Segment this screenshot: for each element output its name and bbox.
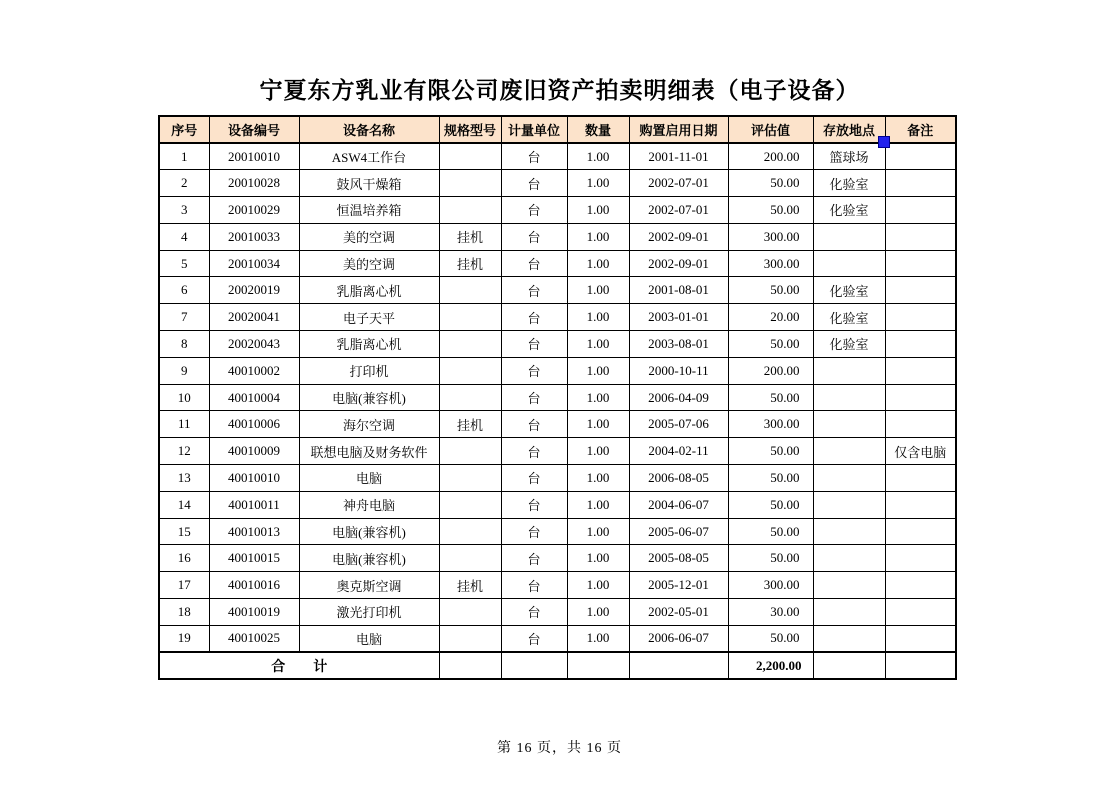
table-cell: 奥克斯空调 — [299, 572, 439, 599]
page-title: 宁夏东方乳业有限公司废旧资产拍卖明细表（电子设备） — [259, 78, 860, 103]
table-cell: 台 — [501, 491, 567, 518]
table-cell: 1.00 — [567, 170, 629, 197]
table-cell: 化验室 — [813, 197, 885, 224]
table-cell — [813, 545, 885, 572]
table-cell: 2001-08-01 — [629, 277, 728, 304]
table-cell: 1.00 — [567, 250, 629, 277]
table-cell — [439, 170, 501, 197]
table-cell: 40010009 — [209, 438, 299, 465]
table-cell: 15 — [159, 518, 209, 545]
table-cell: 1.00 — [567, 438, 629, 465]
table-cell: 16 — [159, 545, 209, 572]
table-cell: 台 — [501, 384, 567, 411]
table-cell — [885, 250, 956, 277]
table-row — [159, 331, 956, 358]
table-cell: 20010028 — [209, 170, 299, 197]
table-cell: 40010025 — [209, 625, 299, 652]
table-cell: 2006-06-07 — [629, 625, 728, 652]
table-row — [159, 223, 956, 250]
table-body — [159, 143, 956, 652]
table-cell: 挂机 — [439, 572, 501, 599]
table-cell: 300.00 — [728, 223, 813, 250]
table-cell — [439, 545, 501, 572]
table-cell: 12 — [159, 438, 209, 465]
table-row — [159, 250, 956, 277]
table-cell — [885, 545, 956, 572]
table-cell: 化验室 — [813, 277, 885, 304]
table-cell: 台 — [501, 331, 567, 358]
table-cell — [885, 170, 956, 197]
table-cell: 神舟电脑 — [299, 491, 439, 518]
table-cell: 50.00 — [728, 277, 813, 304]
table-row — [159, 357, 956, 384]
table-cell — [885, 223, 956, 250]
table-cell: 2002-07-01 — [629, 170, 728, 197]
table-cell: 化验室 — [813, 304, 885, 331]
table-cell: 1.00 — [567, 518, 629, 545]
table-cell: 50.00 — [728, 384, 813, 411]
table-cell: 1.00 — [567, 331, 629, 358]
table-cell: 台 — [501, 223, 567, 250]
table-cell — [439, 599, 501, 626]
table-cell — [885, 465, 956, 492]
total-empty-cell — [567, 652, 629, 679]
table-cell: 挂机 — [439, 411, 501, 438]
table-row — [159, 518, 956, 545]
column-header-3: 设备名称 — [299, 116, 439, 143]
table-cell: 40010006 — [209, 411, 299, 438]
table-cell: 化验室 — [813, 331, 885, 358]
column-header-6: 数量 — [567, 116, 629, 143]
table-cell: 2004-06-07 — [629, 491, 728, 518]
table-cell: 19 — [159, 625, 209, 652]
table-cell: 20010033 — [209, 223, 299, 250]
table-cell: 20020041 — [209, 304, 299, 331]
table-row — [159, 197, 956, 224]
table-cell: 台 — [501, 599, 567, 626]
table-row — [159, 465, 956, 492]
table-cell: 电脑 — [299, 465, 439, 492]
table-cell — [439, 465, 501, 492]
table-cell: 台 — [501, 411, 567, 438]
table-cell: 海尔空调 — [299, 411, 439, 438]
table-cell: 1.00 — [567, 304, 629, 331]
table-cell: 10 — [159, 384, 209, 411]
table-cell: 台 — [501, 250, 567, 277]
table-cell: 电脑(兼容机) — [299, 384, 439, 411]
table-cell: 13 — [159, 465, 209, 492]
table-cell: 台 — [501, 572, 567, 599]
total-empty-cell — [501, 652, 567, 679]
table-cell: 50.00 — [728, 465, 813, 492]
table-cell: 1.00 — [567, 599, 629, 626]
table-cell: 40010019 — [209, 599, 299, 626]
table-row — [159, 572, 956, 599]
table-cell: 1.00 — [567, 277, 629, 304]
table-cell: 2003-08-01 — [629, 331, 728, 358]
table-cell: 7 — [159, 304, 209, 331]
table-cell: 台 — [501, 465, 567, 492]
table-cell: 1 — [159, 143, 209, 170]
table-cell: 20020043 — [209, 331, 299, 358]
table-footer — [159, 652, 956, 679]
total-empty-cell — [439, 652, 501, 679]
table-row — [159, 545, 956, 572]
table-cell: 2003-01-01 — [629, 304, 728, 331]
table-row — [159, 491, 956, 518]
table-cell: 台 — [501, 304, 567, 331]
table-cell — [885, 625, 956, 652]
table-cell: 2005-07-06 — [629, 411, 728, 438]
table-cell: 台 — [501, 545, 567, 572]
table-cell: 2002-09-01 — [629, 250, 728, 277]
page-number-footer: 第 16 页，共 16 页 — [497, 741, 622, 756]
table-cell: 激光打印机 — [299, 599, 439, 626]
column-header-7: 购置启用日期 — [629, 116, 728, 143]
table-cell: 2006-08-05 — [629, 465, 728, 492]
column-header-8: 评估值 — [728, 116, 813, 143]
table-cell: 2005-06-07 — [629, 518, 728, 545]
table-cell — [439, 438, 501, 465]
table-cell — [439, 625, 501, 652]
table-cell: 1.00 — [567, 411, 629, 438]
table-cell — [813, 411, 885, 438]
table-cell — [885, 599, 956, 626]
table-cell: 电脑(兼容机) — [299, 518, 439, 545]
table-cell: 鼓风干燥箱 — [299, 170, 439, 197]
total-row — [159, 652, 956, 679]
table-cell: 50.00 — [728, 170, 813, 197]
table-cell — [813, 491, 885, 518]
total-value: 2,200.00 — [728, 652, 813, 679]
table-cell: 恒温培养箱 — [299, 197, 439, 224]
table-cell — [439, 304, 501, 331]
table-cell: 台 — [501, 357, 567, 384]
table-cell — [813, 465, 885, 492]
table-cell: 电脑(兼容机) — [299, 545, 439, 572]
table-cell: 50.00 — [728, 197, 813, 224]
table-cell — [439, 491, 501, 518]
table-cell — [885, 304, 956, 331]
table-cell — [439, 384, 501, 411]
table-cell: 40010002 — [209, 357, 299, 384]
table-cell: 3 — [159, 197, 209, 224]
table-cell: 1.00 — [567, 223, 629, 250]
asset-detail-table — [158, 115, 957, 680]
table-cell — [885, 331, 956, 358]
table-row — [159, 304, 956, 331]
table-cell: 30.00 — [728, 599, 813, 626]
table-cell — [813, 438, 885, 465]
table-cell: 台 — [501, 438, 567, 465]
total-empty-cell — [813, 652, 885, 679]
table-cell: 乳脂离心机 — [299, 277, 439, 304]
table-cell: 电子天平 — [299, 304, 439, 331]
table-cell: 200.00 — [728, 143, 813, 170]
table-header — [159, 116, 956, 143]
table-cell: 1.00 — [567, 572, 629, 599]
table-cell: ASW4工作台 — [299, 143, 439, 170]
table-cell: 挂机 — [439, 250, 501, 277]
table-row — [159, 438, 956, 465]
table-cell: 乳脂离心机 — [299, 331, 439, 358]
table-cell — [885, 491, 956, 518]
table-cell — [813, 599, 885, 626]
table-cell — [439, 143, 501, 170]
table-cell — [885, 572, 956, 599]
table-cell: 40010015 — [209, 545, 299, 572]
table-cell: 40010013 — [209, 518, 299, 545]
table-row — [159, 411, 956, 438]
table-cell: 40010004 — [209, 384, 299, 411]
table-cell: 台 — [501, 170, 567, 197]
table-cell: 打印机 — [299, 357, 439, 384]
table-cell: 台 — [501, 277, 567, 304]
table-header-row — [159, 116, 956, 143]
column-header-10: 备注 — [885, 116, 956, 143]
table-cell: 联想电脑及财务软件 — [299, 438, 439, 465]
table-cell — [885, 277, 956, 304]
table-cell: 20010029 — [209, 197, 299, 224]
table-cell: 化验室 — [813, 170, 885, 197]
table-row — [159, 625, 956, 652]
table-cell — [813, 223, 885, 250]
table-cell: 篮球场 — [813, 143, 885, 170]
table-cell: 20010034 — [209, 250, 299, 277]
table-cell: 2005-12-01 — [629, 572, 728, 599]
table-cell: 17 — [159, 572, 209, 599]
table-cell: 6 — [159, 277, 209, 304]
table-cell: 美的空调 — [299, 250, 439, 277]
table-cell: 300.00 — [728, 411, 813, 438]
total-empty-cell — [629, 652, 728, 679]
column-header-1: 序号 — [159, 116, 209, 143]
table-cell — [885, 197, 956, 224]
total-empty-cell — [885, 652, 956, 679]
table-cell: 2001-11-01 — [629, 143, 728, 170]
table-cell: 300.00 — [728, 572, 813, 599]
table-cell: 台 — [501, 143, 567, 170]
table-cell: 美的空调 — [299, 223, 439, 250]
table-row — [159, 384, 956, 411]
table-cell — [813, 625, 885, 652]
table-cell: 1.00 — [567, 384, 629, 411]
table-cell: 50.00 — [728, 331, 813, 358]
table-cell: 50.00 — [728, 625, 813, 652]
table-cell: 2005-08-05 — [629, 545, 728, 572]
table-cell — [439, 197, 501, 224]
table-cell: 1.00 — [567, 465, 629, 492]
column-header-5: 计量单位 — [501, 116, 567, 143]
table-cell: 1.00 — [567, 357, 629, 384]
table-cell: 仅含电脑 — [885, 438, 956, 465]
cell-selection-handle[interactable] — [878, 136, 890, 148]
table-cell: 1.00 — [567, 625, 629, 652]
table-cell — [885, 411, 956, 438]
table-cell: 50.00 — [728, 518, 813, 545]
table-cell: 台 — [501, 197, 567, 224]
table-cell: 挂机 — [439, 223, 501, 250]
table-cell: 2002-05-01 — [629, 599, 728, 626]
table-cell — [439, 518, 501, 545]
table-cell: 50.00 — [728, 491, 813, 518]
table-cell: 2002-07-01 — [629, 197, 728, 224]
table-cell: 20010010 — [209, 143, 299, 170]
table-cell: 2002-09-01 — [629, 223, 728, 250]
table-cell: 40010011 — [209, 491, 299, 518]
table-cell — [813, 250, 885, 277]
table-cell: 50.00 — [728, 545, 813, 572]
table-cell: 2006-04-09 — [629, 384, 728, 411]
table-cell: 2004-02-11 — [629, 438, 728, 465]
table-cell — [885, 357, 956, 384]
table-cell: 14 — [159, 491, 209, 518]
table-cell: 1.00 — [567, 197, 629, 224]
column-header-2: 设备编号 — [209, 116, 299, 143]
table-cell: 2 — [159, 170, 209, 197]
table-cell: 4 — [159, 223, 209, 250]
table-cell: 台 — [501, 518, 567, 545]
table-cell: 台 — [501, 625, 567, 652]
table-cell: 40010016 — [209, 572, 299, 599]
table-row — [159, 599, 956, 626]
table-cell: 40010010 — [209, 465, 299, 492]
table-cell: 200.00 — [728, 357, 813, 384]
table-cell: 20.00 — [728, 304, 813, 331]
table-cell — [885, 143, 956, 170]
table-cell — [813, 572, 885, 599]
table-cell: 11 — [159, 411, 209, 438]
table-cell: 1.00 — [567, 143, 629, 170]
table-cell: 2000-10-11 — [629, 357, 728, 384]
table-cell: 8 — [159, 331, 209, 358]
column-header-4: 规格型号 — [439, 116, 501, 143]
table-cell — [439, 277, 501, 304]
table-cell: 300.00 — [728, 250, 813, 277]
table-cell: 电脑 — [299, 625, 439, 652]
total-label: 合 计 — [159, 652, 439, 679]
table-cell — [439, 357, 501, 384]
table-row — [159, 277, 956, 304]
table-cell: 5 — [159, 250, 209, 277]
table-cell: 1.00 — [567, 545, 629, 572]
table-row — [159, 143, 956, 170]
table-cell — [813, 384, 885, 411]
table-cell — [885, 384, 956, 411]
table-cell — [813, 357, 885, 384]
table-cell: 50.00 — [728, 438, 813, 465]
table-cell: 1.00 — [567, 491, 629, 518]
table-cell — [439, 331, 501, 358]
table-row — [159, 170, 956, 197]
table-cell — [813, 518, 885, 545]
table-cell: 20020019 — [209, 277, 299, 304]
column-header-9: 存放地点 — [813, 116, 885, 143]
table-cell — [885, 518, 956, 545]
table-cell: 9 — [159, 357, 209, 384]
table-cell: 18 — [159, 599, 209, 626]
